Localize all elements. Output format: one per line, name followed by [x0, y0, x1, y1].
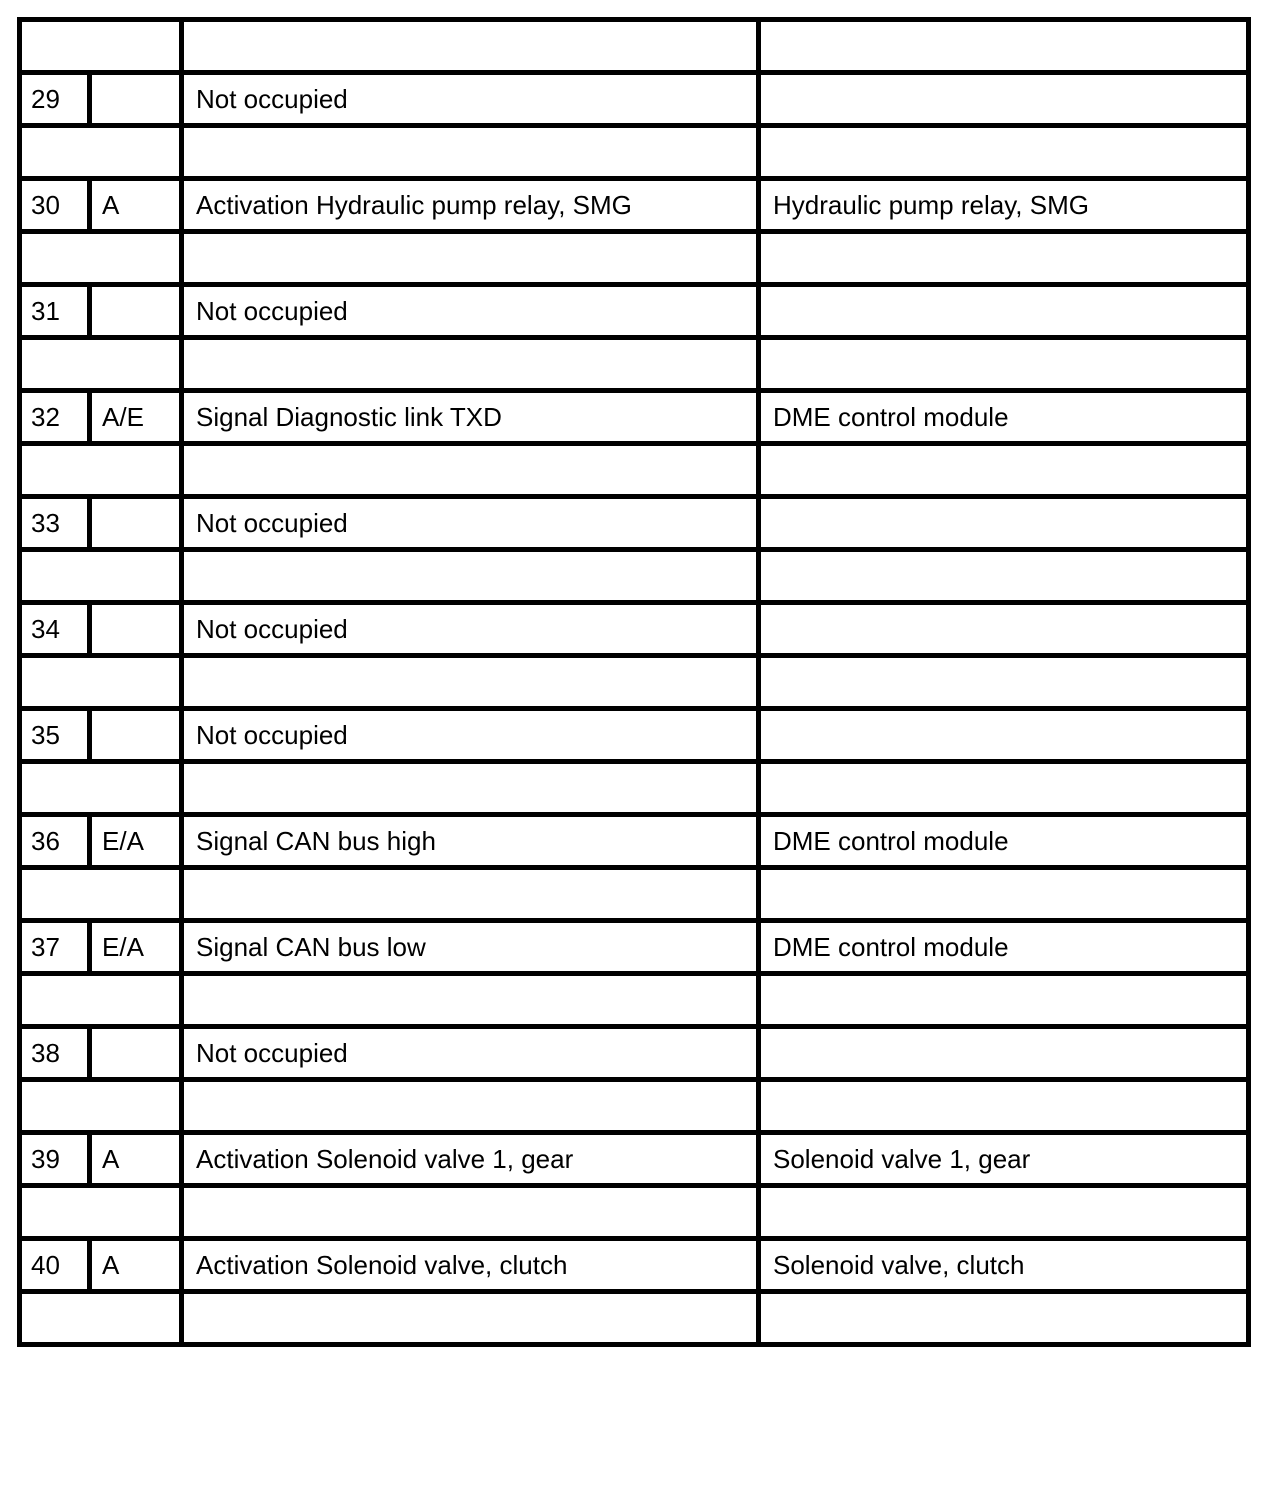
connected-component-cell: DME control module: [759, 815, 1249, 868]
pin-number-cell: 35: [20, 709, 90, 762]
spacer-cell: [182, 338, 759, 391]
pin-description-cell: Not occupied: [182, 1027, 759, 1080]
pin-description-cell: Signal Diagnostic link TXD: [182, 391, 759, 444]
spacer-cell: [759, 1080, 1249, 1133]
signal-direction-cell: E/A: [90, 921, 182, 974]
spacer-cell: [182, 232, 759, 285]
pin-row: [20, 815, 1249, 868]
pin-number-cell: 32: [20, 391, 90, 444]
spacer-cell: [20, 1292, 182, 1345]
pin-number-cell: 36: [20, 815, 90, 868]
signal-direction-cell: [90, 73, 182, 126]
connected-component-cell: [759, 1027, 1249, 1080]
connected-component-cell: [759, 285, 1249, 338]
spacer-row: [20, 550, 1249, 603]
spacer-cell: [182, 1292, 759, 1345]
spacer-cell: [182, 762, 759, 815]
spacer-cell: [182, 550, 759, 603]
spacer-row: [20, 1292, 1249, 1345]
spacer-cell: [759, 762, 1249, 815]
signal-direction-cell: [90, 603, 182, 656]
pin-number-cell: 29: [20, 73, 90, 126]
spacer-cell: [20, 550, 182, 603]
pin-number-cell: 31: [20, 285, 90, 338]
spacer-cell: [20, 762, 182, 815]
spacer-row: [20, 1186, 1249, 1239]
pin-row: [20, 1239, 1249, 1292]
connected-component-cell: Solenoid valve, clutch: [759, 1239, 1249, 1292]
connected-component-cell: [759, 709, 1249, 762]
pin-number-cell: 34: [20, 603, 90, 656]
pin-table-body: [20, 20, 1249, 1345]
pin-description-cell: Signal CAN bus high: [182, 815, 759, 868]
spacer-cell: [20, 656, 182, 709]
spacer-cell: [759, 1186, 1249, 1239]
pin-description-cell: Not occupied: [182, 497, 759, 550]
pin-description-cell: Not occupied: [182, 709, 759, 762]
signal-direction-cell: E/A: [90, 815, 182, 868]
spacer-cell: [759, 974, 1249, 1027]
signal-direction-cell: [90, 709, 182, 762]
spacer-cell: [20, 232, 182, 285]
spacer-cell: [759, 20, 1249, 73]
spacer-cell: [759, 656, 1249, 709]
spacer-row: [20, 232, 1249, 285]
spacer-cell: [20, 20, 182, 73]
spacer-row: [20, 338, 1249, 391]
spacer-row: [20, 126, 1249, 179]
signal-direction-cell: A: [90, 1133, 182, 1186]
spacer-cell: [182, 126, 759, 179]
spacer-row: [20, 20, 1249, 73]
pin-number-cell: 39: [20, 1133, 90, 1186]
spacer-cell: [20, 868, 182, 921]
spacer-cell: [182, 1080, 759, 1133]
connected-component-cell: DME control module: [759, 921, 1249, 974]
spacer-cell: [20, 126, 182, 179]
spacer-cell: [182, 1186, 759, 1239]
spacer-cell: [759, 126, 1249, 179]
pin-number-cell: 38: [20, 1027, 90, 1080]
spacer-cell: [759, 444, 1249, 497]
pin-row: [20, 921, 1249, 974]
signal-direction-cell: [90, 1027, 182, 1080]
pin-description-cell: Not occupied: [182, 73, 759, 126]
signal-direction-cell: A: [90, 179, 182, 232]
spacer-cell: [182, 444, 759, 497]
spacer-cell: [20, 974, 182, 1027]
spacer-row: [20, 868, 1249, 921]
pin-description-cell: Activation Hydraulic pump relay, SMG: [182, 179, 759, 232]
spacer-cell: [182, 868, 759, 921]
spacer-cell: [182, 656, 759, 709]
connected-component-cell: [759, 603, 1249, 656]
pin-row: [20, 1027, 1249, 1080]
pin-description-cell: Not occupied: [182, 285, 759, 338]
pin-row: [20, 391, 1249, 444]
spacer-cell: [20, 1186, 182, 1239]
pin-number-cell: 33: [20, 497, 90, 550]
pin-row: [20, 603, 1249, 656]
pin-description-cell: Activation Solenoid valve 1, gear: [182, 1133, 759, 1186]
pin-description-cell: Not occupied: [182, 603, 759, 656]
connected-component-cell: Solenoid valve 1, gear: [759, 1133, 1249, 1186]
spacer-row: [20, 1080, 1249, 1133]
pin-assignment-table: [17, 17, 1251, 1347]
spacer-cell: [759, 1292, 1249, 1345]
pin-description-cell: Signal CAN bus low: [182, 921, 759, 974]
connected-component-cell: [759, 73, 1249, 126]
pin-row: [20, 73, 1249, 126]
spacer-cell: [20, 338, 182, 391]
spacer-cell: [20, 444, 182, 497]
pin-number-cell: 30: [20, 179, 90, 232]
connected-component-cell: Hydraulic pump relay, SMG: [759, 179, 1249, 232]
spacer-cell: [759, 338, 1249, 391]
signal-direction-cell: A: [90, 1239, 182, 1292]
signal-direction-cell: [90, 497, 182, 550]
signal-direction-cell: A/E: [90, 391, 182, 444]
spacer-cell: [182, 974, 759, 1027]
pin-row: [20, 179, 1249, 232]
spacer-cell: [182, 20, 759, 73]
spacer-cell: [759, 232, 1249, 285]
spacer-cell: [759, 868, 1249, 921]
spacer-row: [20, 444, 1249, 497]
spacer-row: [20, 656, 1249, 709]
pin-row: [20, 285, 1249, 338]
connected-component-cell: DME control module: [759, 391, 1249, 444]
pin-number-cell: 37: [20, 921, 90, 974]
pin-number-cell: 40: [20, 1239, 90, 1292]
pin-row: [20, 709, 1249, 762]
spacer-row: [20, 762, 1249, 815]
pin-row: [20, 1133, 1249, 1186]
signal-direction-cell: [90, 285, 182, 338]
spacer-cell: [759, 550, 1249, 603]
spacer-row: [20, 974, 1249, 1027]
pin-description-cell: Activation Solenoid valve, clutch: [182, 1239, 759, 1292]
connected-component-cell: [759, 497, 1249, 550]
spacer-cell: [20, 1080, 182, 1133]
pin-row: [20, 497, 1249, 550]
